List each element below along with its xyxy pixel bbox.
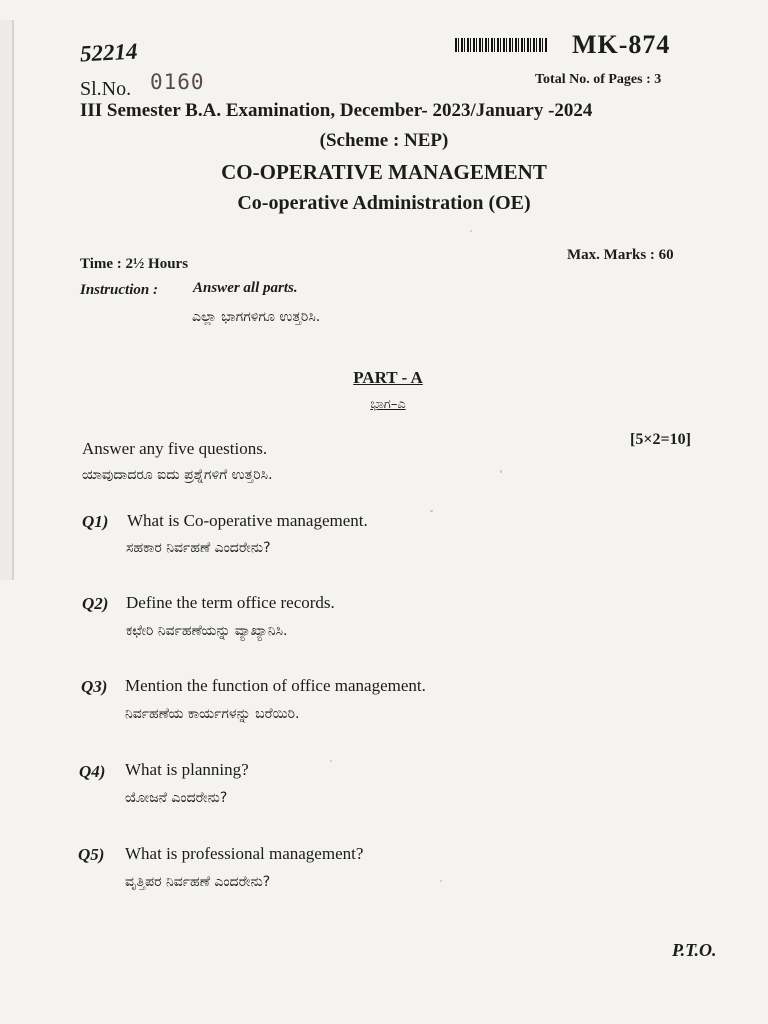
total-pages: Total No. of Pages : 3	[535, 72, 662, 87]
instruction-label: Instruction :	[80, 282, 158, 298]
paper-title: Co-operative Administration (OE)	[237, 192, 531, 214]
serial-label: Sl.No.	[80, 78, 132, 100]
page-edge	[0, 20, 14, 580]
question-number: Q5)	[78, 845, 105, 864]
question-text-kannada: ನಿರ್ವಹಣೆಯ ಕಾರ್ಯಗಳನ್ನು ಬರೆಯಿರಿ.	[125, 706, 300, 722]
scan-speck	[440, 880, 442, 882]
question-text-kannada: ಕಛೇರಿ ನಿರ್ವಹಣೆಯನ್ನು ವ್ಯಾಖ್ಯಾನಿಸಿ.	[126, 623, 288, 639]
question-text-kannada: ಸಹಕಾರ ನಿರ್ವಹಣೆ ಎಂದರೇನು?	[126, 540, 271, 556]
part-instruction-kannada: ಯಾವುದಾದರೂ ಐದು ಪ್ರಶ್ನೆಗಳಿಗೆ ಉತ್ತರಿಸಿ.	[82, 467, 273, 483]
question-text-kannada: ವೃತ್ತಿಪರ ನಿರ್ವಹಣೆ ಎಂದರೇನು?	[125, 874, 271, 890]
instruction-english: Answer all parts.	[193, 280, 298, 296]
please-turn-over: P.T.O.	[672, 940, 717, 960]
question-number: Q2)	[82, 594, 109, 613]
paper-code: MK-874	[572, 30, 671, 59]
scan-speck	[330, 760, 332, 762]
question-text: Mention the function of office management.	[125, 676, 426, 695]
barcode	[455, 38, 547, 52]
question-number: Q3)	[81, 677, 108, 696]
question-text: What is planning?	[125, 760, 249, 779]
scheme: (Scheme : NEP)	[319, 130, 449, 151]
question-text: What is professional management?	[125, 844, 364, 863]
max-marks: Max. Marks : 60	[567, 247, 674, 263]
scan-speck	[500, 470, 502, 473]
question-text-kannada: ಯೋಜನೆ ಎಂದರೇನು?	[125, 790, 228, 806]
time-allowed: Time : 2½ Hours	[80, 256, 189, 272]
question-text: Define the term office records.	[126, 593, 335, 612]
question-number: Q4)	[79, 762, 106, 781]
part-title: PART - A	[353, 368, 423, 387]
scan-speck	[470, 230, 472, 232]
part-marks: [5×2=10]	[630, 431, 691, 448]
scan-speck	[430, 510, 433, 512]
part-title-kannada: ಭಾಗ–ಎ	[370, 397, 406, 412]
serial-number: 0160	[150, 70, 205, 94]
part-instruction: Answer any five questions.	[82, 439, 268, 458]
exam-title: III Semester B.A. Examination, December- 2023/January -2024	[80, 100, 593, 121]
paper-number: 52214	[79, 38, 139, 67]
question-number: Q1)	[82, 512, 109, 531]
question-text: What is Co-operative management.	[127, 511, 368, 530]
instruction-kannada: ಎಲ್ಲಾ ಭಾಗಗಳಿಗೂ ಉತ್ತರಿಸಿ.	[192, 309, 321, 325]
subject-title: CO-OPERATIVE MANAGEMENT	[221, 160, 547, 184]
